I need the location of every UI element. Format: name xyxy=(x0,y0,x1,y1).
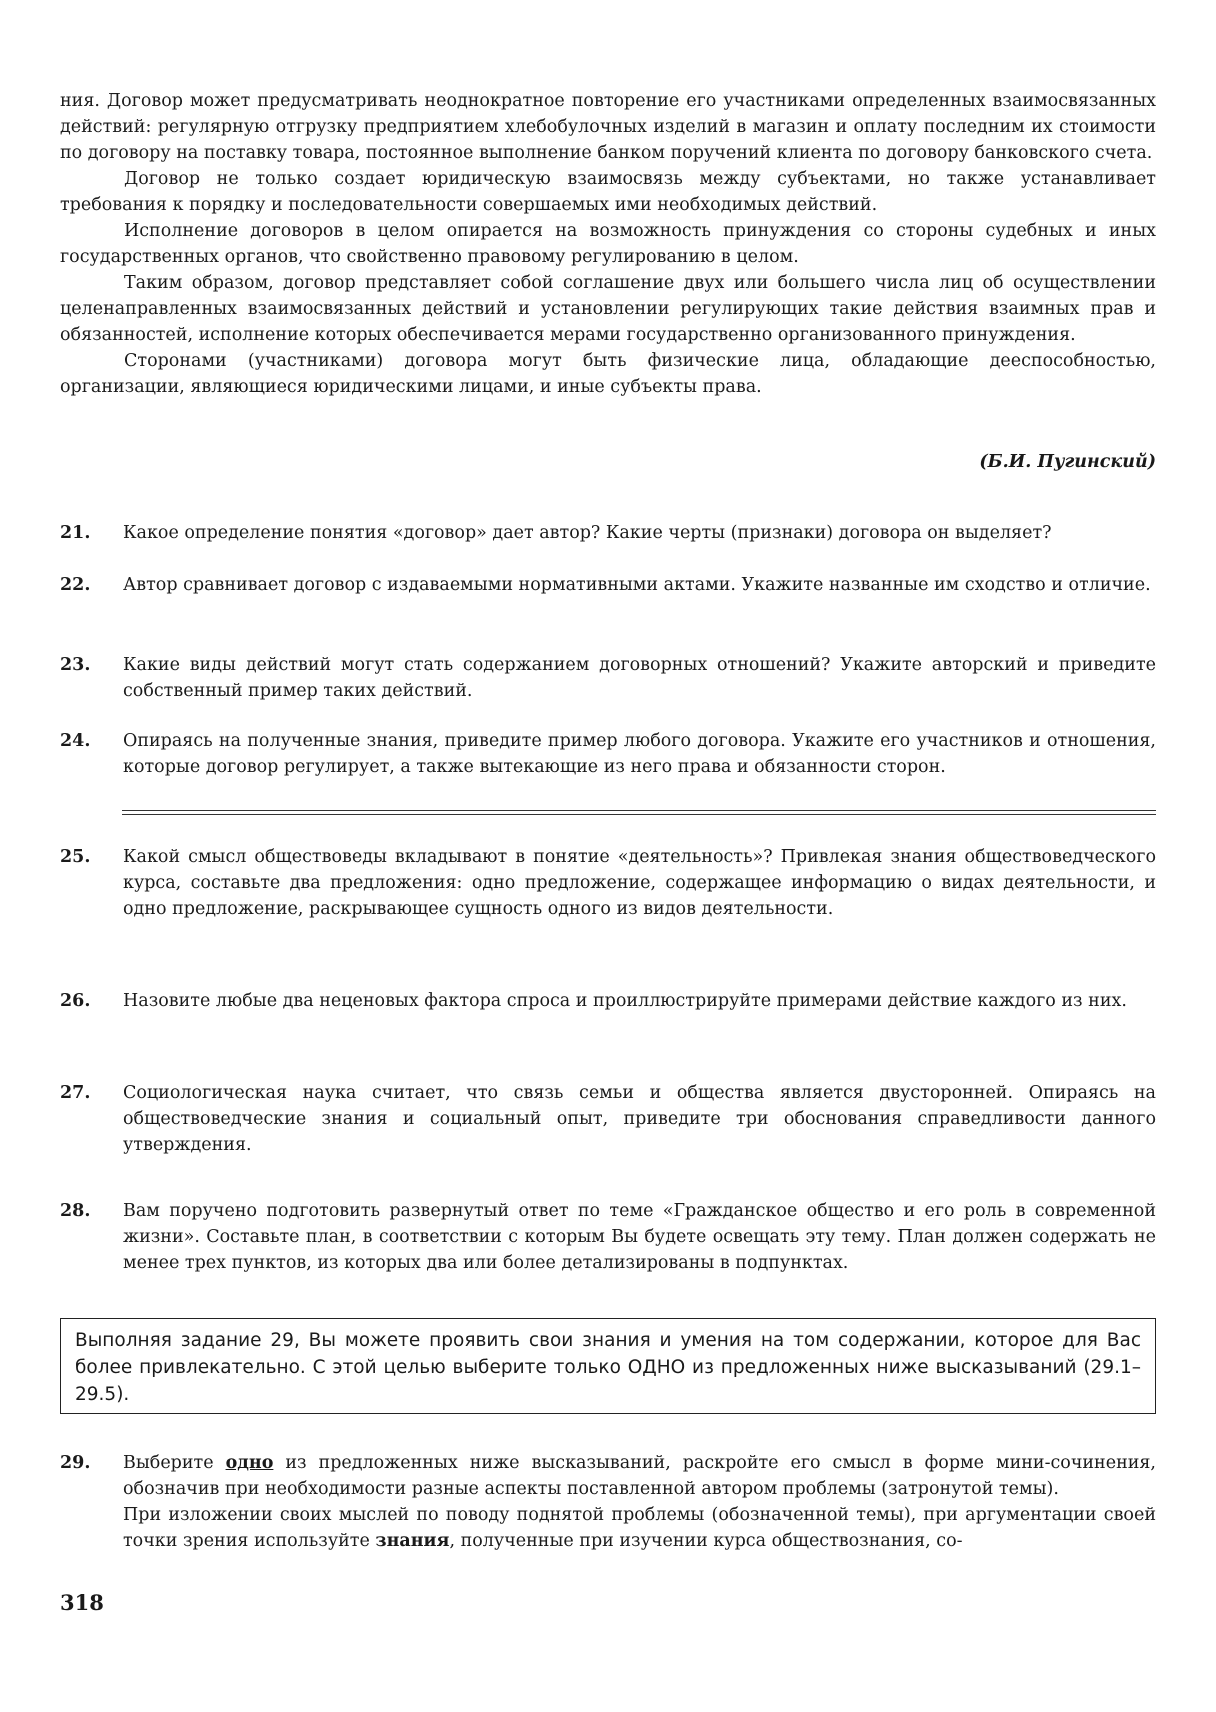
question-text: Опираясь на полученные знания, приведите пример любого договора. Укажите его участников и отношения, которые договор регулирует, а также вытекающие из него права и обязанности сторон. xyxy=(123,731,1156,777)
passage-paragraph: ния. Договор может предусматривать неоднократное повторение его участниками определенных взаимосвязанных действий: регулярную отгрузку предприятием хлебобулочных изделий в магазин и оплату последним их стоимости по договору на поставку товара, постоянное выполнение банком поручений клиента по договору банковского счета. xyxy=(60,91,1156,163)
question-text: Какое определение понятия «договор» дает автор? Какие черты (признаки) договора он выделяет? xyxy=(123,523,1052,543)
text-run: , полученные при изучении курса обществознания, со- xyxy=(449,1531,963,1551)
passage-text xyxy=(60,88,1156,400)
question-text-continued xyxy=(123,1502,1156,1554)
question-text: Автор сравнивает договор с издаваемыми нормативными актами. Укажите названные им сходство и отличие. xyxy=(123,575,1151,595)
passage-paragraph: Исполнение договоров в целом опирается на возможность принуждения со стороны судебных и иных государственных органов, что свойственно правовому регулированию в целом. xyxy=(60,221,1156,267)
question-number: 22. xyxy=(60,575,91,595)
question-text xyxy=(123,1450,1156,1502)
question-22 xyxy=(60,572,1156,598)
passage-paragraph: Таким образом, договор представляет собой соглашение двух или большего числа лиц об осуществлении целенаправленных взаимосвязанных действий и установлении регулирующих такие действия взаимных прав и обязанностей, исполнение которых обеспечивается мерами государственно организованного принуждения. xyxy=(60,273,1156,345)
page-number: 318 xyxy=(60,1590,104,1615)
emphasis-underlined: одно xyxy=(225,1453,274,1473)
question-23 xyxy=(60,652,1156,704)
passage-paragraph: Договор не только создает юридическую взаимосвязь между субъектами, но также устанавливает требования к порядку и последовательности совершаемых ими необходимых действий. xyxy=(60,169,1156,215)
question-29 xyxy=(60,1450,1156,1554)
passage-author: (Б.И. Пугинский) xyxy=(979,452,1156,472)
question-text: Социологическая наука считает, что связь семьи и общества является двусторонней. Опираясь на обществоведческие знания и социальный опыт, приведите три обоснования справедливости данного утверждения. xyxy=(123,1083,1156,1155)
text-run: из предложенных ниже высказываний, раскройте его смысл в форме мини-сочинения, обозначив при необходимости разные аспекты поставленной автором проблемы (затронутой темы). xyxy=(123,1453,1156,1499)
question-24 xyxy=(60,728,1156,780)
question-28 xyxy=(60,1198,1156,1276)
question-text: Какой смысл обществоведы вкладывают в понятие «деятельность»? Привлекая знания обществоведческого курса, составьте два предложения: одно предложение, содержащее информацию о видах деятельности, и одно предложение, раскрывающее сущность одного из видов деятельности. xyxy=(123,847,1156,919)
question-number: 24. xyxy=(60,731,91,751)
question-number: 29. xyxy=(60,1453,91,1473)
question-27 xyxy=(60,1080,1156,1158)
question-number: 27. xyxy=(60,1083,91,1103)
question-26 xyxy=(60,988,1156,1014)
question-text: Вам поручено подготовить развернутый ответ по теме «Гражданское общество и его роль в современной жизни». Составьте план, в соответствии с которым Вы будете освещать эту тему. План должен содержать не менее трех пунктов, из которых два или более детализированы в подпунктах. xyxy=(123,1201,1156,1273)
passage-paragraph: Сторонами (участниками) договора могут быть физические лица, обладающие дееспособностью, организации, являющиеся юридическими лицами, и иные субъекты права. xyxy=(60,351,1156,397)
question-number: 26. xyxy=(60,991,91,1011)
question-number: 28. xyxy=(60,1201,91,1221)
emphasis-bold: знания xyxy=(375,1531,450,1551)
question-number: 23. xyxy=(60,655,91,675)
question-number: 21. xyxy=(60,523,91,543)
question-text: Назовите любые два неценовых фактора спроса и проиллюстрируйте примерами действие каждого из них. xyxy=(123,991,1127,1011)
section-divider xyxy=(122,810,1156,815)
text-run: Выберите xyxy=(123,1453,226,1473)
question-25 xyxy=(60,844,1156,922)
question-text: Какие виды действий могут стать содержанием договорных отношений? Укажите авторский и приведите собственный пример таких действий. xyxy=(123,655,1156,701)
question-21 xyxy=(60,520,1156,546)
question-number: 25. xyxy=(60,847,91,867)
notice-box: Выполняя задание 29, Вы можете проявить свои знания и умения на том содержании, которое для Вас более привлекательно. С этой целью выберите только ОДНО из предложенных ниже высказываний (29.1–29.5). xyxy=(60,1318,1156,1414)
text-run: При изложении своих мыслей по поводу поднятой проблемы (обозначенной темы), при аргументации своей точки зрения используйте xyxy=(123,1505,1156,1551)
